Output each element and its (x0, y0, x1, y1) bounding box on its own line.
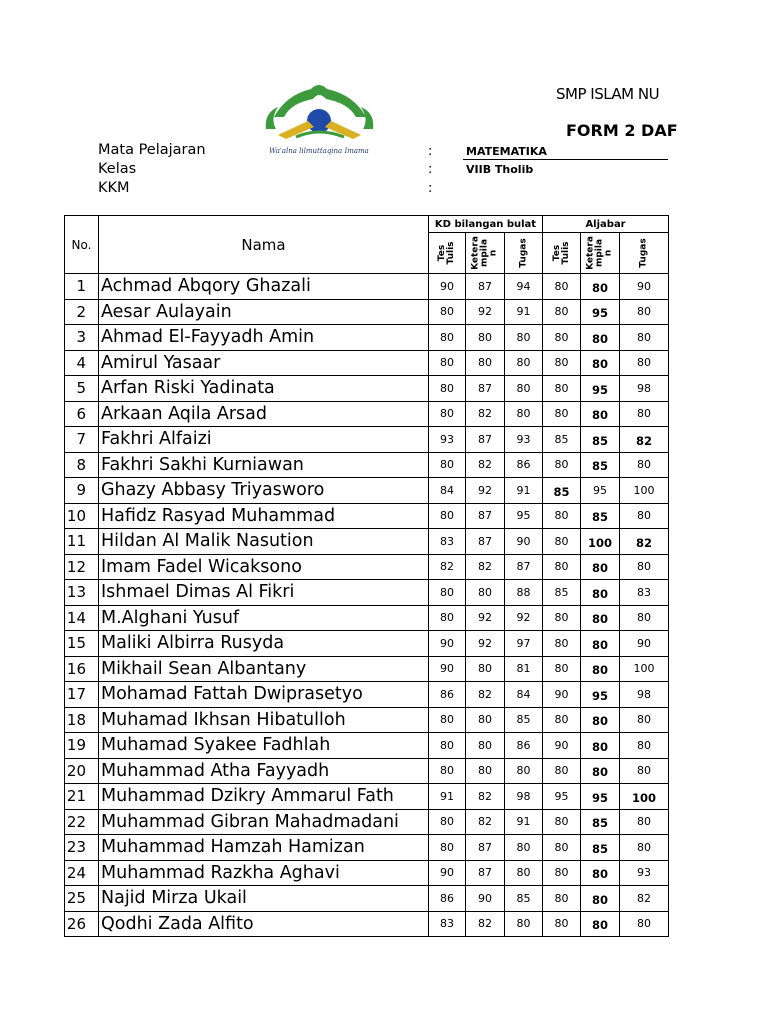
score-cell: 92 (466, 605, 505, 631)
score-cell: 85 (543, 580, 581, 606)
table-row (65, 554, 669, 580)
score-cell: 80 (505, 860, 543, 886)
score-cell: 93 (620, 860, 669, 886)
score-cell: 80 (581, 325, 620, 351)
score-cell: 80 (543, 886, 581, 912)
row-number: 16 (65, 656, 99, 682)
score-cell: 80 (429, 376, 466, 402)
score-cell: 88 (505, 580, 543, 606)
score-cell: 80 (543, 274, 581, 300)
kelas-label: Kelas (98, 161, 137, 177)
score-cell: 95 (543, 784, 581, 810)
score-cell: 95 (581, 299, 620, 325)
student-name: Mohamad Fattah Dwiprasetyo (99, 682, 429, 708)
row-number: 13 (65, 580, 99, 606)
table-row (65, 758, 669, 784)
score-cell: 90 (620, 274, 669, 300)
row-number: 7 (65, 427, 99, 453)
student-name: Muhammad Atha Fayyadh (99, 758, 429, 784)
score-cell: 80 (429, 350, 466, 376)
score-cell: 87 (466, 860, 505, 886)
student-name: Muhammad Dzikry Ammarul Fath (99, 784, 429, 810)
score-cell: 90 (466, 886, 505, 912)
row-number: 17 (65, 682, 99, 708)
table-row (65, 835, 669, 861)
score-cell: 80 (543, 911, 581, 937)
score-cell: 80 (620, 733, 669, 759)
score-cell: 83 (620, 580, 669, 606)
table-row (65, 707, 669, 733)
table-row (65, 503, 669, 529)
score-cell: 85 (505, 707, 543, 733)
score-cell: 90 (543, 733, 581, 759)
row-number: 18 (65, 707, 99, 733)
student-name: Hildan Al Malik Nasution (99, 529, 429, 555)
score-cell: 85 (581, 452, 620, 478)
table-row (65, 631, 669, 657)
school-logo (256, 77, 383, 159)
score-cell: 84 (505, 682, 543, 708)
student-name: Achmad Abqory Ghazali (99, 274, 429, 300)
row-number: 20 (65, 758, 99, 784)
score-cell: 97 (505, 631, 543, 657)
row-number: 10 (65, 503, 99, 529)
score-cell: 82 (466, 784, 505, 810)
row-number: 6 (65, 401, 99, 427)
score-cell: 80 (581, 758, 620, 784)
score-cell: 90 (543, 682, 581, 708)
score-cell: 90 (429, 274, 466, 300)
table-row (65, 452, 669, 478)
score-cell: 80 (543, 835, 581, 861)
score-cell: 80 (543, 529, 581, 555)
score-cell: 81 (505, 656, 543, 682)
score-cell: 100 (620, 478, 669, 504)
row-number: 9 (65, 478, 99, 504)
score-cell: 85 (543, 427, 581, 453)
table-row (65, 733, 669, 759)
row-number: 22 (65, 809, 99, 835)
row-number: 1 (65, 274, 99, 300)
student-name: Najid Mirza Ukail (99, 886, 429, 912)
student-name: Maliki Albirra Rusyda (99, 631, 429, 657)
score-cell: 85 (543, 478, 581, 504)
table-row (65, 478, 669, 504)
score-cell: 80 (429, 605, 466, 631)
score-cell: 80 (581, 656, 620, 682)
student-name: Qodhi Zada Alfito (99, 911, 429, 937)
score-cell: 80 (543, 376, 581, 402)
student-name: Imam Fadel Wicaksono (99, 554, 429, 580)
row-number: 11 (65, 529, 99, 555)
score-cell: 80 (466, 656, 505, 682)
table-row (65, 784, 669, 810)
score-cell: 87 (466, 529, 505, 555)
header-sub-col: Tugas (505, 233, 543, 274)
score-cell: 82 (466, 554, 505, 580)
score-cell: 80 (581, 631, 620, 657)
score-cell: 100 (581, 529, 620, 555)
table-body (65, 274, 669, 937)
score-cell: 82 (620, 886, 669, 912)
school-name: SMP ISLAM NU (556, 85, 660, 103)
table-row (65, 427, 669, 453)
student-name: Muhamad Ikhsan Hibatulloh (99, 707, 429, 733)
score-cell: 80 (543, 299, 581, 325)
mapel-colon: : (428, 144, 433, 159)
score-cell: 95 (581, 784, 620, 810)
row-number: 12 (65, 554, 99, 580)
score-cell: 80 (466, 733, 505, 759)
student-name: Muhamad Syakee Fadhlah (99, 733, 429, 759)
score-cell: 80 (581, 401, 620, 427)
score-cell: 82 (466, 809, 505, 835)
score-cell: 80 (620, 325, 669, 351)
score-cell: 86 (505, 452, 543, 478)
score-cell: 91 (429, 784, 466, 810)
kkm-colon: : (428, 181, 433, 196)
score-cell: 80 (429, 325, 466, 351)
student-name: Hafidz Rasyad Muhammad (99, 503, 429, 529)
score-cell: 80 (543, 350, 581, 376)
score-cell: 80 (620, 554, 669, 580)
table-row (65, 274, 669, 300)
score-cell: 92 (466, 299, 505, 325)
header-sub-col: Tugas (620, 233, 669, 274)
table-row (65, 580, 669, 606)
table-row (65, 529, 669, 555)
score-cell: 80 (505, 758, 543, 784)
header-group-kd-bilangan-bulat: KD bilangan bulat (429, 216, 543, 233)
score-cell: 91 (505, 478, 543, 504)
student-name: Arfan Riski Yadinata (99, 376, 429, 402)
score-cell: 82 (620, 427, 669, 453)
row-number: 24 (65, 860, 99, 886)
student-name: Muhammad Razkha Aghavi (99, 860, 429, 886)
row-number: 15 (65, 631, 99, 657)
table-row (65, 682, 669, 708)
score-cell: 80 (429, 452, 466, 478)
student-name: Ghazy Abbasy Triyasworo (99, 478, 429, 504)
score-cell: 80 (505, 350, 543, 376)
row-number: 5 (65, 376, 99, 402)
table-row (65, 325, 669, 351)
score-cell: 92 (466, 478, 505, 504)
score-cell: 85 (581, 503, 620, 529)
score-cell: 80 (505, 835, 543, 861)
student-name: Muhammad Hamzah Hamizan (99, 835, 429, 861)
score-cell: 80 (543, 554, 581, 580)
score-cell: 80 (429, 733, 466, 759)
score-cell: 91 (505, 809, 543, 835)
table-row (65, 299, 669, 325)
table-row (65, 605, 669, 631)
score-cell: 86 (429, 886, 466, 912)
score-cell: 80 (429, 835, 466, 861)
score-cell: 86 (429, 682, 466, 708)
header-sub-col: Ketera mpila n (581, 233, 620, 274)
header-sub-col: Tes Tulis (543, 233, 581, 274)
score-cell: 80 (543, 452, 581, 478)
row-number: 4 (65, 350, 99, 376)
score-cell: 90 (505, 529, 543, 555)
score-cell: 93 (429, 427, 466, 453)
score-cell: 98 (620, 682, 669, 708)
score-cell: 87 (505, 554, 543, 580)
score-cell: 80 (620, 809, 669, 835)
score-cell: 80 (466, 325, 505, 351)
score-cell: 80 (429, 503, 466, 529)
student-name: M.Alghani Yusuf (99, 605, 429, 631)
score-cell: 92 (466, 631, 505, 657)
score-cell: 85 (581, 809, 620, 835)
score-cell: 100 (620, 784, 669, 810)
score-cell: 80 (505, 401, 543, 427)
row-number: 3 (65, 325, 99, 351)
score-cell: 80 (505, 325, 543, 351)
logo-motto: Wa'alna lilmuttaqina Imama (269, 147, 369, 155)
header-no: No. (65, 216, 99, 274)
score-cell: 93 (505, 427, 543, 453)
score-cell: 80 (543, 401, 581, 427)
score-cell: 80 (581, 886, 620, 912)
student-name: Muhammad Gibran Mahadmadani (99, 809, 429, 835)
score-cell: 90 (620, 631, 669, 657)
score-cell: 80 (466, 350, 505, 376)
score-cell: 90 (429, 631, 466, 657)
row-number: 8 (65, 452, 99, 478)
score-cell: 80 (543, 631, 581, 657)
score-cell: 80 (429, 758, 466, 784)
score-cell: 80 (581, 274, 620, 300)
score-cell: 80 (466, 758, 505, 784)
header-sub-col: Tes Tulis (429, 233, 466, 274)
grade-table (64, 215, 668, 936)
form-title: FORM 2 DAF (566, 121, 678, 140)
score-cell: 80 (581, 860, 620, 886)
table-row (65, 911, 669, 937)
student-name: Amirul Yasaar (99, 350, 429, 376)
score-cell: 82 (466, 452, 505, 478)
student-name: Mikhail Sean Albantany (99, 656, 429, 682)
score-cell: 80 (543, 325, 581, 351)
student-name: Ishmael Dimas Al Fikri (99, 580, 429, 606)
mapel-underline (463, 159, 668, 160)
score-cell: 80 (620, 299, 669, 325)
score-cell: 87 (466, 427, 505, 453)
score-cell: 80 (543, 503, 581, 529)
score-cell: 80 (543, 656, 581, 682)
student-name: Aesar Aulayain (99, 299, 429, 325)
score-cell: 95 (581, 376, 620, 402)
mapel-value: MATEMATIKA (466, 145, 547, 158)
score-cell: 80 (620, 503, 669, 529)
score-cell: 80 (429, 299, 466, 325)
score-cell: 92 (505, 605, 543, 631)
student-name: Ahmad El-Fayyadh Amin (99, 325, 429, 351)
score-cell: 85 (505, 886, 543, 912)
score-cell: 95 (581, 478, 620, 504)
score-cell: 80 (581, 605, 620, 631)
score-cell: 80 (429, 707, 466, 733)
score-cell: 90 (429, 656, 466, 682)
table-row (65, 860, 669, 886)
row-number: 14 (65, 605, 99, 631)
score-cell: 87 (466, 376, 505, 402)
score-cell: 91 (505, 299, 543, 325)
score-cell: 80 (620, 911, 669, 937)
table-row (65, 886, 669, 912)
header-sub-col: Ketera mpila n (466, 233, 505, 274)
score-cell: 80 (581, 554, 620, 580)
table-row (65, 656, 669, 682)
score-cell: 80 (581, 911, 620, 937)
score-cell: 80 (543, 860, 581, 886)
row-number: 23 (65, 835, 99, 861)
score-cell: 80 (581, 707, 620, 733)
score-cell: 85 (581, 835, 620, 861)
score-cell: 87 (466, 503, 505, 529)
score-cell: 80 (466, 580, 505, 606)
score-cell: 82 (429, 554, 466, 580)
table-row (65, 809, 669, 835)
score-cell: 80 (429, 809, 466, 835)
score-cell: 80 (505, 911, 543, 937)
mapel-label: Mata Pelajaran (98, 142, 206, 158)
score-cell: 80 (543, 758, 581, 784)
score-cell: 80 (581, 350, 620, 376)
score-cell: 80 (581, 580, 620, 606)
score-cell: 98 (620, 376, 669, 402)
row-number: 25 (65, 886, 99, 912)
header-nama: Nama (99, 216, 429, 274)
table-row (65, 350, 669, 376)
score-cell: 80 (429, 401, 466, 427)
score-cell: 80 (543, 809, 581, 835)
score-cell: 83 (429, 529, 466, 555)
score-cell: 90 (429, 860, 466, 886)
row-number: 21 (65, 784, 99, 810)
score-cell: 80 (429, 580, 466, 606)
kkm-label: KKM (98, 180, 130, 196)
score-cell: 87 (466, 274, 505, 300)
kelas-value: VIIB Tholib (466, 163, 534, 176)
score-cell: 82 (466, 911, 505, 937)
score-cell: 87 (466, 835, 505, 861)
student-name: Fakhri Sakhi Kurniawan (99, 452, 429, 478)
header-group-aljabar: Aljabar (543, 216, 669, 233)
score-cell: 84 (429, 478, 466, 504)
score-cell: 86 (505, 733, 543, 759)
score-cell: 82 (466, 682, 505, 708)
row-number: 2 (65, 299, 99, 325)
student-name: Fakhri Alfaizi (99, 427, 429, 453)
table-row (65, 401, 669, 427)
score-cell: 80 (620, 350, 669, 376)
score-cell: 83 (429, 911, 466, 937)
score-cell: 95 (505, 503, 543, 529)
score-cell: 95 (581, 682, 620, 708)
score-cell: 94 (505, 274, 543, 300)
score-cell: 98 (505, 784, 543, 810)
score-cell: 80 (543, 707, 581, 733)
score-cell: 80 (620, 401, 669, 427)
score-cell: 82 (466, 401, 505, 427)
kelas-colon: : (428, 162, 433, 177)
score-cell: 80 (620, 452, 669, 478)
student-name: Arkaan Aqila Arsad (99, 401, 429, 427)
score-cell: 80 (466, 707, 505, 733)
score-cell: 80 (620, 758, 669, 784)
score-cell: 100 (620, 656, 669, 682)
score-cell: 80 (620, 605, 669, 631)
score-cell: 80 (581, 733, 620, 759)
score-cell: 80 (620, 835, 669, 861)
row-number: 26 (65, 911, 99, 937)
score-cell: 82 (620, 529, 669, 555)
score-cell: 80 (543, 605, 581, 631)
score-cell: 80 (620, 707, 669, 733)
row-number: 19 (65, 733, 99, 759)
table-row (65, 376, 669, 402)
score-cell: 80 (505, 376, 543, 402)
score-cell: 85 (581, 427, 620, 453)
